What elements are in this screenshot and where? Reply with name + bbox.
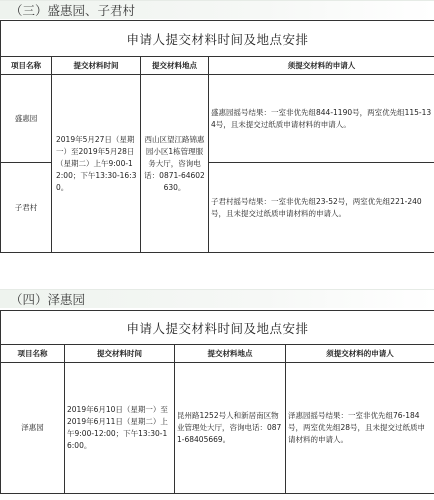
submission-time-cell: 2019年5月27日（星期一）至2019年5月28日（星期二）上午9:00-12:00；下午13:30-16:30。: [52, 75, 141, 253]
project-name-cell: 盛惠园: [1, 75, 52, 163]
submission-location-cell: 昆州路1252号人和新居南区物业管理处大厅，咨询电话：0871-68405669。: [175, 363, 286, 494]
header-required-applicants: 须提交材料的申请人: [209, 57, 434, 75]
header-submission-location: 提交材料地点: [175, 345, 286, 363]
header-project-name: 项目名称: [1, 345, 65, 363]
applicants-cell: 盛惠园摇号结果：一室非优先组844-1190号，两室优先组115-134号，且未提交过纸质申请材料的申请人。: [209, 75, 434, 163]
project-name-cell: 子君村: [1, 163, 52, 253]
section-4-heading: （四）泽惠园: [0, 289, 434, 308]
section-3-table-title: 申请人提交材料时间及地点安排: [1, 21, 434, 57]
section-3-heading: （三）盛惠园、子君村: [0, 0, 434, 19]
header-submission-time: 提交材料时间: [65, 345, 175, 363]
section-4-table-title: 申请人提交材料时间及地点安排: [1, 311, 434, 345]
header-required-applicants: 须提交材料的申请人: [286, 345, 434, 363]
header-submission-time: 提交材料时间: [52, 57, 141, 75]
submission-location-cell: 西山区望江路锦惠园小区1栋管理服务大厅，咨询电话：0871-64602630。: [141, 75, 209, 253]
submission-time-cell: 2019年6月10日（星期一）至2019年6月11日（星期二）上午9:00-12:00；下午13:30-16:00。: [65, 363, 175, 494]
section-3-table: [0, 20, 434, 253]
project-name-cell: 泽惠园: [1, 363, 65, 494]
header-project-name: 项目名称: [1, 57, 52, 75]
header-submission-location: 提交材料地点: [141, 57, 209, 75]
applicants-cell: 子君村摇号结果：一室非优先组23-52号，两室优先组221-240号，且未提交过纸质申请材料的申请人。: [209, 163, 434, 253]
section-4-table: [0, 310, 434, 494]
applicants-cell: 泽惠园摇号结果：一室非优先组76-184号，两室优先组28号，且未提交过纸质申请材料的申请人。: [286, 363, 434, 494]
